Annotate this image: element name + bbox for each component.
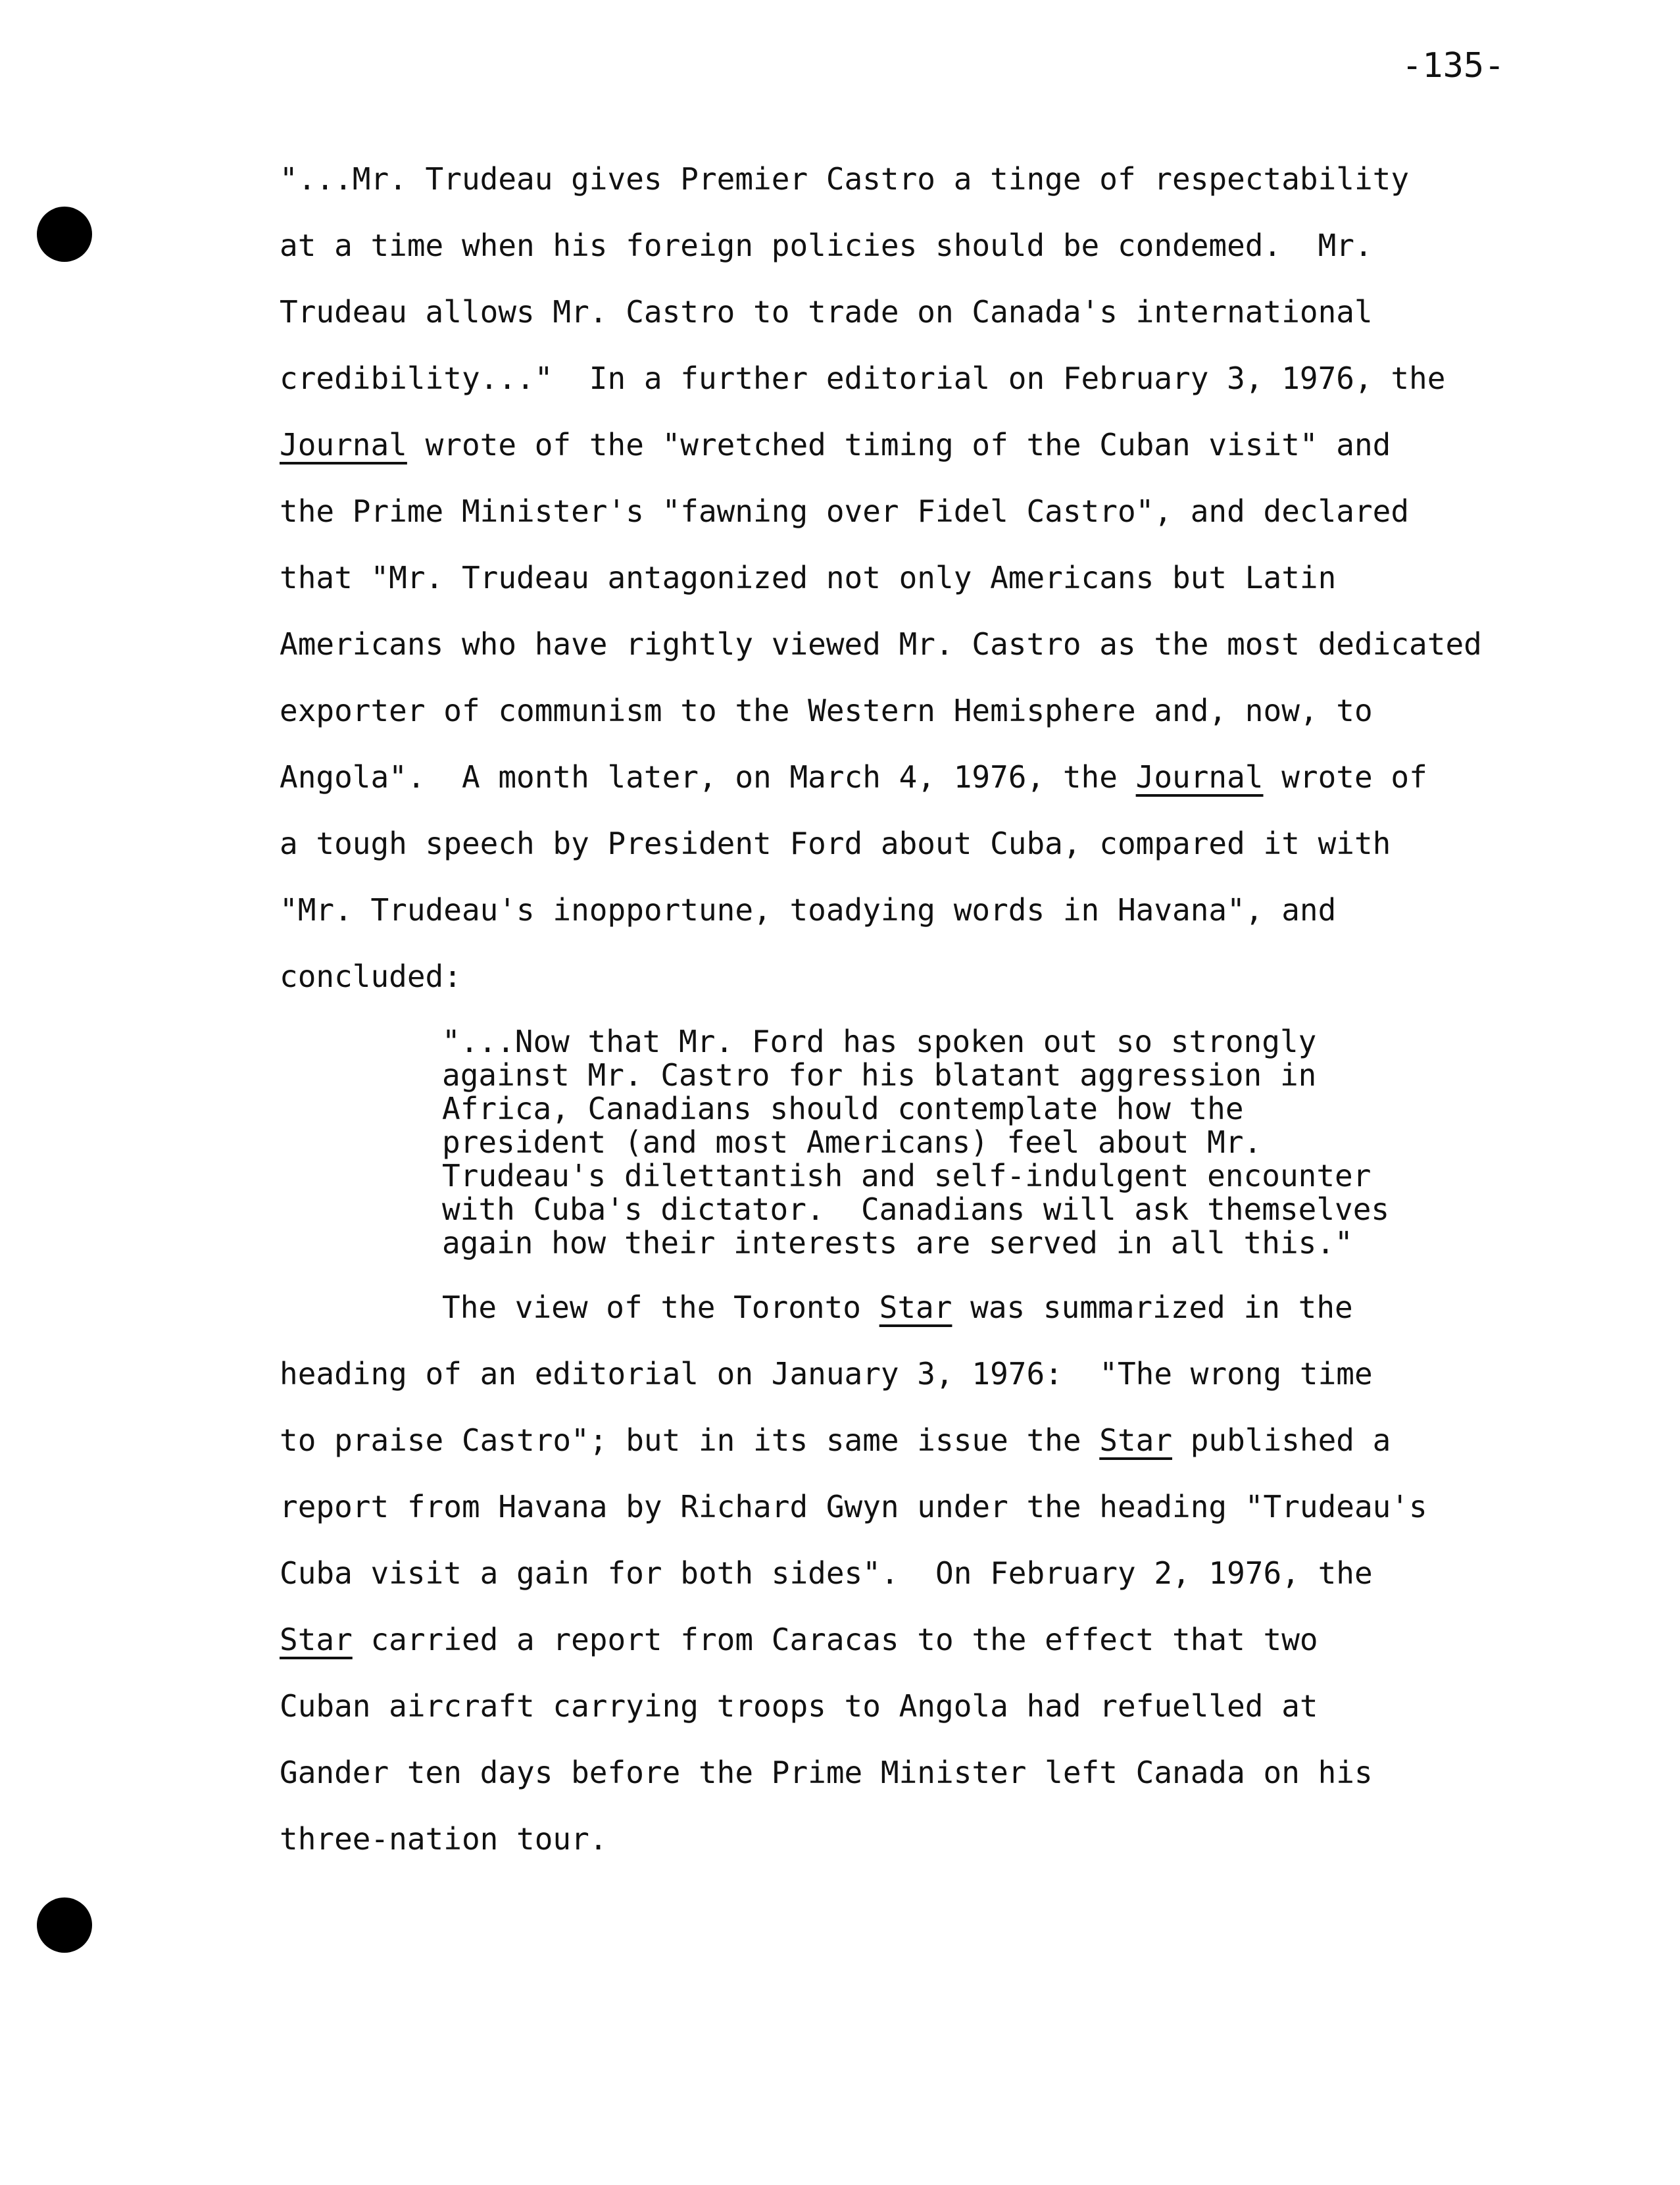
underlined-title: Journal (280, 427, 407, 463)
text-line (280, 1619, 1437, 1685)
text-line: Americans who have rightly viewed Mr. Castro as the most dedicated (280, 626, 1482, 662)
text-span: wrote of (1263, 759, 1427, 795)
block-quote (442, 1024, 1390, 1261)
text-line: a tough speech by President Ford about Cuba, compared it with (280, 826, 1391, 861)
binder-hole-top (37, 207, 92, 262)
text-span: wrote of the "wretched timing of the Cuban visit" and (407, 427, 1391, 463)
underlined-title: Star (280, 1622, 353, 1657)
text-line: at a time when his foreign policies should be condemed. Mr. (280, 228, 1373, 263)
text-line: Cuban aircraft carrying troops to Angola had refuelled at (280, 1688, 1318, 1724)
text-line (280, 1286, 1437, 1353)
text-line: the Prime Minister's "fawning over Fidel Castro", and declared (280, 493, 1410, 529)
page-number: -135- (1402, 46, 1505, 86)
quote-line: again how their interests are served in all this." (442, 1225, 1353, 1261)
text-line: "Mr. Trudeau's inopportune, toadying words in Havana", and (280, 892, 1337, 928)
text-line: exporter of communism to the Western Hemisphere and, now, to (280, 693, 1373, 728)
text-line: three-nation tour. (280, 1821, 608, 1857)
text-line: heading of an editorial on January 3, 1976: "The wrong time (280, 1356, 1373, 1392)
quote-line: Trudeau's dilettantish and self-indulgent encounter (442, 1158, 1371, 1193)
text-span: was summarized in the (952, 1290, 1353, 1325)
text-line: report from Havana by Richard Gwyn under the heading "Trudeau's (280, 1489, 1427, 1524)
text-line: credibility..." In a further editorial on February 3, 1976, the (280, 361, 1446, 396)
text-line: Trudeau allows Mr. Castro to trade on Canada's international (280, 294, 1373, 330)
binder-hole-bottom (37, 1897, 92, 1953)
text-line: that "Mr. Trudeau antagonized not only Americans but Latin (280, 560, 1337, 595)
underlined-title: Star (1099, 1422, 1173, 1458)
text-line (280, 1419, 1437, 1486)
text-span: Angola". A month later, on March 4, 1976, the (280, 759, 1136, 795)
text-line (280, 756, 1437, 822)
paragraph-2 (280, 1286, 1437, 1884)
quote-line: Africa, Canadians should contemplate how the (442, 1091, 1244, 1126)
text-line: Cuba visit a gain for both sides". On February 2, 1976, the (280, 1555, 1373, 1591)
quote-line: against Mr. Castro for his blatant aggression in (442, 1057, 1317, 1093)
text-span: published a (1172, 1422, 1391, 1458)
quote-line: "...Now that Mr. Ford has spoken out so strongly (442, 1024, 1317, 1059)
text-span: The view of the Toronto (442, 1290, 879, 1325)
paragraph-1 (280, 158, 1482, 1022)
quote-line: with Cuba's dictator. Canadians will ask themselves (442, 1192, 1390, 1227)
text-span: carried a report from Caracas to the effect that two (352, 1622, 1318, 1657)
quote-line: president (and most Americans) feel about Mr. (442, 1124, 1262, 1160)
underlined-title: Journal (1135, 759, 1264, 795)
text-line (280, 424, 1437, 490)
text-line: Gander ten days before the Prime Minister left Canada on his (280, 1755, 1373, 1790)
text-span: to praise Castro"; but in its same issue the (280, 1422, 1100, 1458)
text-line: "...Mr. Trudeau gives Premier Castro a tinge of respectability (280, 161, 1410, 197)
text-line: concluded: (280, 959, 462, 994)
underlined-title: Star (879, 1290, 952, 1325)
